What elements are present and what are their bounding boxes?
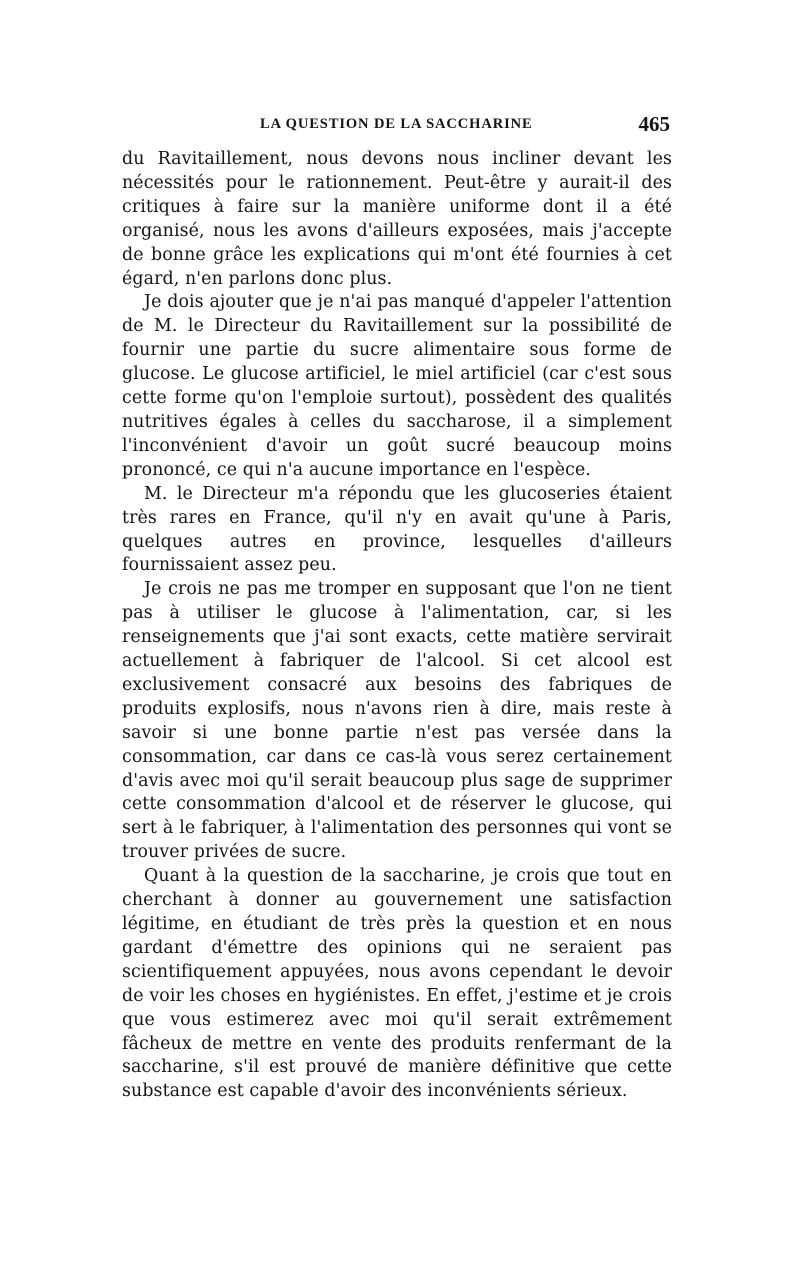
running-head: LA QUESTION DE LA SACCHARINE [260,116,533,132]
body-text [122,148,672,1104]
paragraph: du Ravitaillement, nous devons nous incliner devant les nécessités pour le rationnement. Peut-être y aurait-il des critiques à faire sur la manière uniforme dont il a été organisé, nous les avons d'ailleurs exposées, mais j'accepte de bonne grâce les explications qui m'ont été fournies à cet égard, n'en parlons donc plus. [122,149,672,289]
page-header [122,112,672,148]
page-number: 465 [638,112,670,136]
paragraph: Je dois ajouter que je n'ai pas manqué d'appeler l'attention de M. le Directeur du Ravitaillement sur la possibilité de fournir une partie du sucre alimentaire sous forme de glucose. Le glucose artificiel, le miel artificiel (car c'est sous cette forme qu'on l'emploie surtout), possèdent des qualités nutritives égales à celles du saccharose, il a simplement l'inconvénient d'avoir un goût sucré beaucoup moins prononcé, ce qui n'a aucune importance en l'espèce. [122,292,672,480]
book-page [122,112,672,1104]
paragraph: Quant à la question de la saccharine, je crois que tout en cherchant à donner au gouvernement une satisfaction légitime, en étudiant de très près la question et en nous gardant d'émettre des opinions qui ne seraient pas scientifiquement appuyées, nous avons cependant le devoir de voir les choses en hygiénistes. En effet, j'estime et je crois que vous estimerez avec moi qu'il serait extrêmement fâcheux de mettre en vente des produits renfermant de la saccharine, s'il est prouvé de manière définitive que cette substance est capable d'avoir des inconvénients sérieux. [122,866,672,1102]
paragraph: Je crois ne pas me tromper en supposant que l'on ne tient pas à utiliser le glucose à l'alimentation, car, si les renseignements que j'ai sont exacts, cette matière servirait actuellement à fabriquer de l'alcool. Si cet alcool est exclusivement consacré aux besoins des fabriques de produits explosifs, nous n'avons rien à dire, mais reste à savoir si une bonne partie n'est pas versée dans la consommation, car dans ce cas-là vous serez certainement d'avis avec moi qu'il serait beaucoup plus sage de supprimer cette consommation d'alcool et de réserver le glucose, qui sert à le fabriquer, à l'alimentation des personnes qui vont se trouver privées de sucre. [122,579,672,863]
paragraph: M. le Directeur m'a répondu que les glucoseries étaient très rares en France, qu'il n'y en avait qu'une à Paris, quelques autres en province, lesquelles d'ailleurs fournissaient assez peu. [122,483,672,576]
